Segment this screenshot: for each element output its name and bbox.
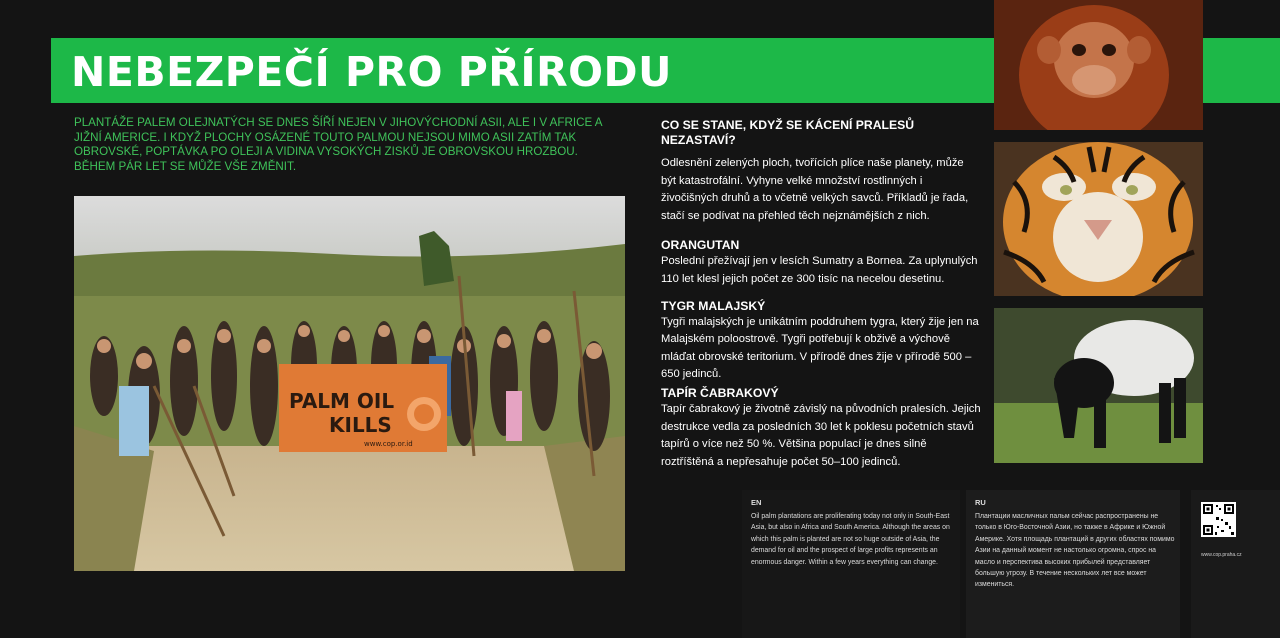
info-column [661, 118, 981, 471]
protest-photo-illustration [74, 196, 625, 571]
orangutan-photo [994, 0, 1203, 130]
species-name: TYGR MALAJSKÝ [661, 298, 766, 313]
intro-paragraph: PLANTÁŽE PALEM OLEJNATÝCH SE DNES ŠÍŘÍ NEJEN V JIHOVÝCHODNÍ ASII, ALE I V AFRICE A JIŽNÍ AMERICE. I KDYŽ PLOCHY OSÁZENÉ TOUTO PALMOU NEJSOU MIMO ASII ZATÍM TAK OBROVSKÉ, POPTÁVKA PO OLEJI A VIDINA VYSOKÝCH ZISKŮ JE OBROVSKOU HROZBOU. [74, 116, 602, 158]
language-tag-en: EN [751, 498, 762, 507]
species-description: Tapír čabrakový je životně závislý na původních pralesích. Jejich destrukce vedla za posledních 30 let k poklesu početních stavů tapírů o více než 50 %. Většina populací je dnes silně roztříštěná a nepřesahuje počet 50–100 jedinců. [661, 402, 981, 468]
species-description: Poslední přežívají jen v lesích Sumatry a Bornea. Za uplynulých 110 let klesl jejich počet ze 300 tisíc na necelou desetinu. [661, 255, 978, 285]
species-tiger [661, 299, 981, 384]
english-summary [742, 490, 960, 638]
intro-text [74, 116, 630, 174]
svg-text:KILLS: KILLS [329, 413, 392, 437]
qr-panel [1191, 490, 1280, 638]
intro-paragraph-2: BĚHEM PÁR LET SE MŮŽE VŠE ZMĚNIT. [74, 159, 297, 173]
tiger-photo [994, 142, 1203, 296]
species-name: TAPÍR ČABRAKOVÝ [661, 385, 779, 400]
species-name: ORANGUTAN [661, 238, 740, 253]
russian-text: Плантации масличных пальм сейчас распространены не только в Юго-Восточной Азии, но также в Африке и Южной Америке. Хотя площадь плантаций в других областях помимо Азии на данный момент не настолько огромна, спрос на масло и перспектива высоких прибылей представляет большую угрозу. В течение нескольких лет все может измениться. [975, 513, 1175, 589]
tapir-photo [994, 308, 1203, 463]
banner-text: PALM OIL [289, 389, 395, 413]
question-text: Odlesnění zelených ploch, tvořících plíce naše planety, může být katastrofální. Vyhyne velké množství rostlinných i živočišných druhů a to včetně velkých savců. Příkladů je řada, stačí se podívat na přehled těch nejznámějších z nich. [661, 157, 969, 222]
russian-summary [966, 490, 1180, 638]
species-description: Tygři malajských je unikátním poddruhem tygra, který žije jen na Malajském poloostrově. Tygři potřebují k obživě a výchově mláďat obrovské teritorium. V přírodě dnes žije v přírodě 500 – 650 jedinců. [661, 315, 979, 381]
question-heading: CO SE STANE, KDYŽ SE KÁCENÍ PRALESŮ NEZASTAVÍ? [661, 118, 915, 147]
page-title: NEBEZPEČÍ PRO PŘÍRODU [71, 48, 672, 96]
species-orangutan [661, 238, 981, 288]
language-tag-ru: RU [975, 498, 986, 507]
banner-url: www.cop.or.id [364, 440, 413, 448]
protest-photo [74, 196, 625, 571]
qr-code[interactable] [1201, 502, 1236, 537]
website-url[interactable]: www.cop.praha.cz [1201, 552, 1242, 558]
english-text: Oil palm plantations are proliferating today not only in South-East Asia, but also in Africa and South America. Although the areas on which this palm is planted are not so huge outside of Asia, the demand for oil and the prospect of large profits represents an enormous danger. Within a few years everything can change. [751, 513, 950, 566]
species-tapir [661, 386, 981, 471]
